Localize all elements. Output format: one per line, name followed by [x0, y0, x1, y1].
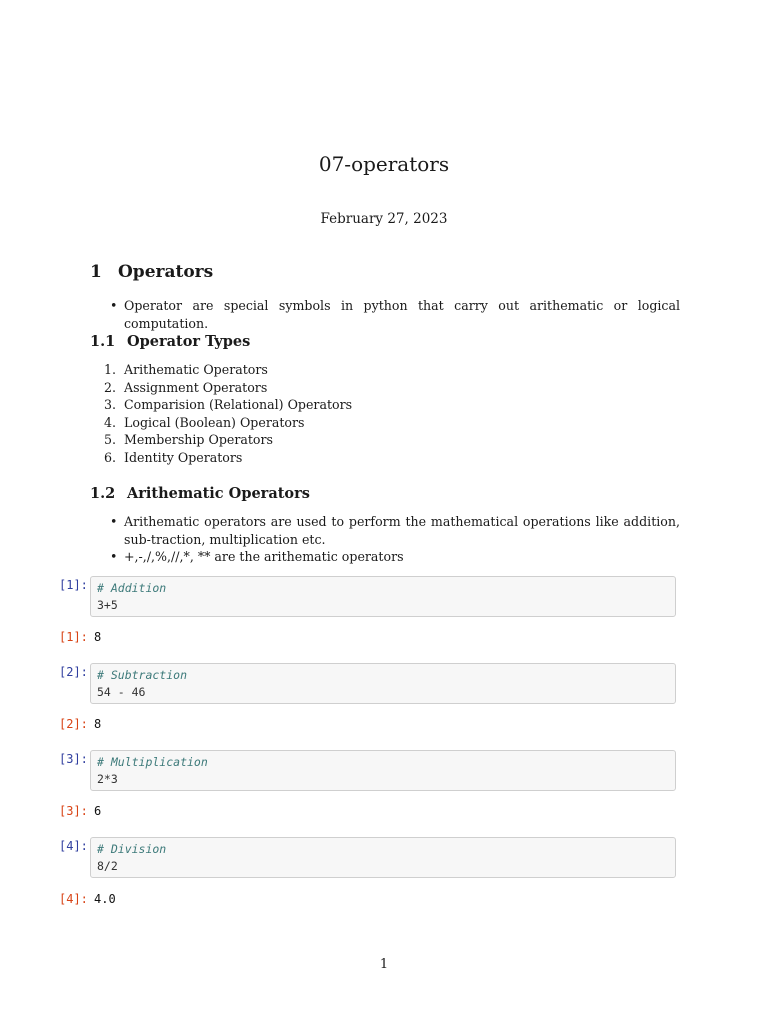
section-title: Operator Types — [127, 333, 251, 350]
section-title: Operators — [118, 262, 214, 282]
page-number: 1 — [379, 957, 389, 972]
output-prompt: [2]: — [59, 717, 88, 731]
list-item: 1. Arithematic Operators — [104, 362, 268, 377]
input-prompt: [2]: — [59, 665, 88, 679]
bullet-icon: • — [110, 514, 118, 529]
code-comment: # Division — [97, 842, 167, 856]
section-heading-arithematic-operators — [90, 485, 310, 502]
input-prompt: [3]: — [59, 752, 88, 766]
list-item: 2. Assignment Operators — [104, 379, 268, 395]
cell-output: 8 — [94, 630, 102, 644]
code-cell[interactable] — [90, 663, 676, 704]
bullet-icon: • — [110, 298, 118, 313]
document-date: February 27, 2023 — [320, 211, 448, 227]
code-cell[interactable] — [90, 837, 676, 878]
input-prompt: [1]: — [59, 578, 88, 592]
arithematic-bullet-list — [108, 513, 680, 566]
output-prompt: [3]: — [59, 804, 88, 818]
cell-output: 6 — [94, 804, 102, 818]
list-item: • Operator are special symbols in python that carry out arithematic or logical computation. — [110, 298, 680, 331]
operators-bullet-list — [108, 297, 680, 332]
code-cell[interactable] — [90, 750, 676, 791]
cell-output: 4.0 — [94, 892, 116, 906]
code-line: 8/2 — [97, 859, 118, 873]
code-comment: # Subtraction — [97, 668, 188, 682]
list-item: 3. Comparision (Relational) Operators — [104, 397, 353, 412]
list-item: 6. Identity Operators — [104, 449, 243, 465]
code-line: 3+5 — [97, 598, 118, 612]
input-prompt: [4]: — [59, 839, 88, 853]
code-line: 54 - 46 — [97, 685, 146, 699]
code-line: 2*3 — [97, 772, 118, 786]
list-item: 5. Membership Operators — [104, 432, 273, 447]
cell-output: 8 — [94, 717, 102, 731]
list-item: • Arithematic operators are used to perform the mathematical operations like addition, sub-traction, multiplication etc. — [110, 514, 680, 547]
section-number: 1 — [90, 262, 102, 282]
section-title: Arithematic Operators — [127, 485, 310, 502]
output-prompt: [4]: — [59, 892, 88, 906]
list-item: • +,-,/,%,//,*, ** are the arithematic operators — [110, 549, 404, 564]
section-heading-operators — [90, 262, 213, 282]
document-title: 07-operators — [318, 152, 450, 176]
output-prompt: [1]: — [59, 630, 88, 644]
operator-types-list — [104, 361, 352, 466]
list-item: 4. Logical (Boolean) Operators — [104, 414, 305, 430]
section-number: 1.1 — [90, 333, 116, 350]
code-comment: # Addition — [97, 581, 167, 595]
section-number: 1.2 — [90, 485, 116, 502]
section-heading-operator-types — [90, 333, 250, 350]
code-cell[interactable] — [90, 576, 676, 617]
code-comment: # Multiplication — [97, 755, 208, 769]
bullet-icon: • — [110, 549, 118, 564]
